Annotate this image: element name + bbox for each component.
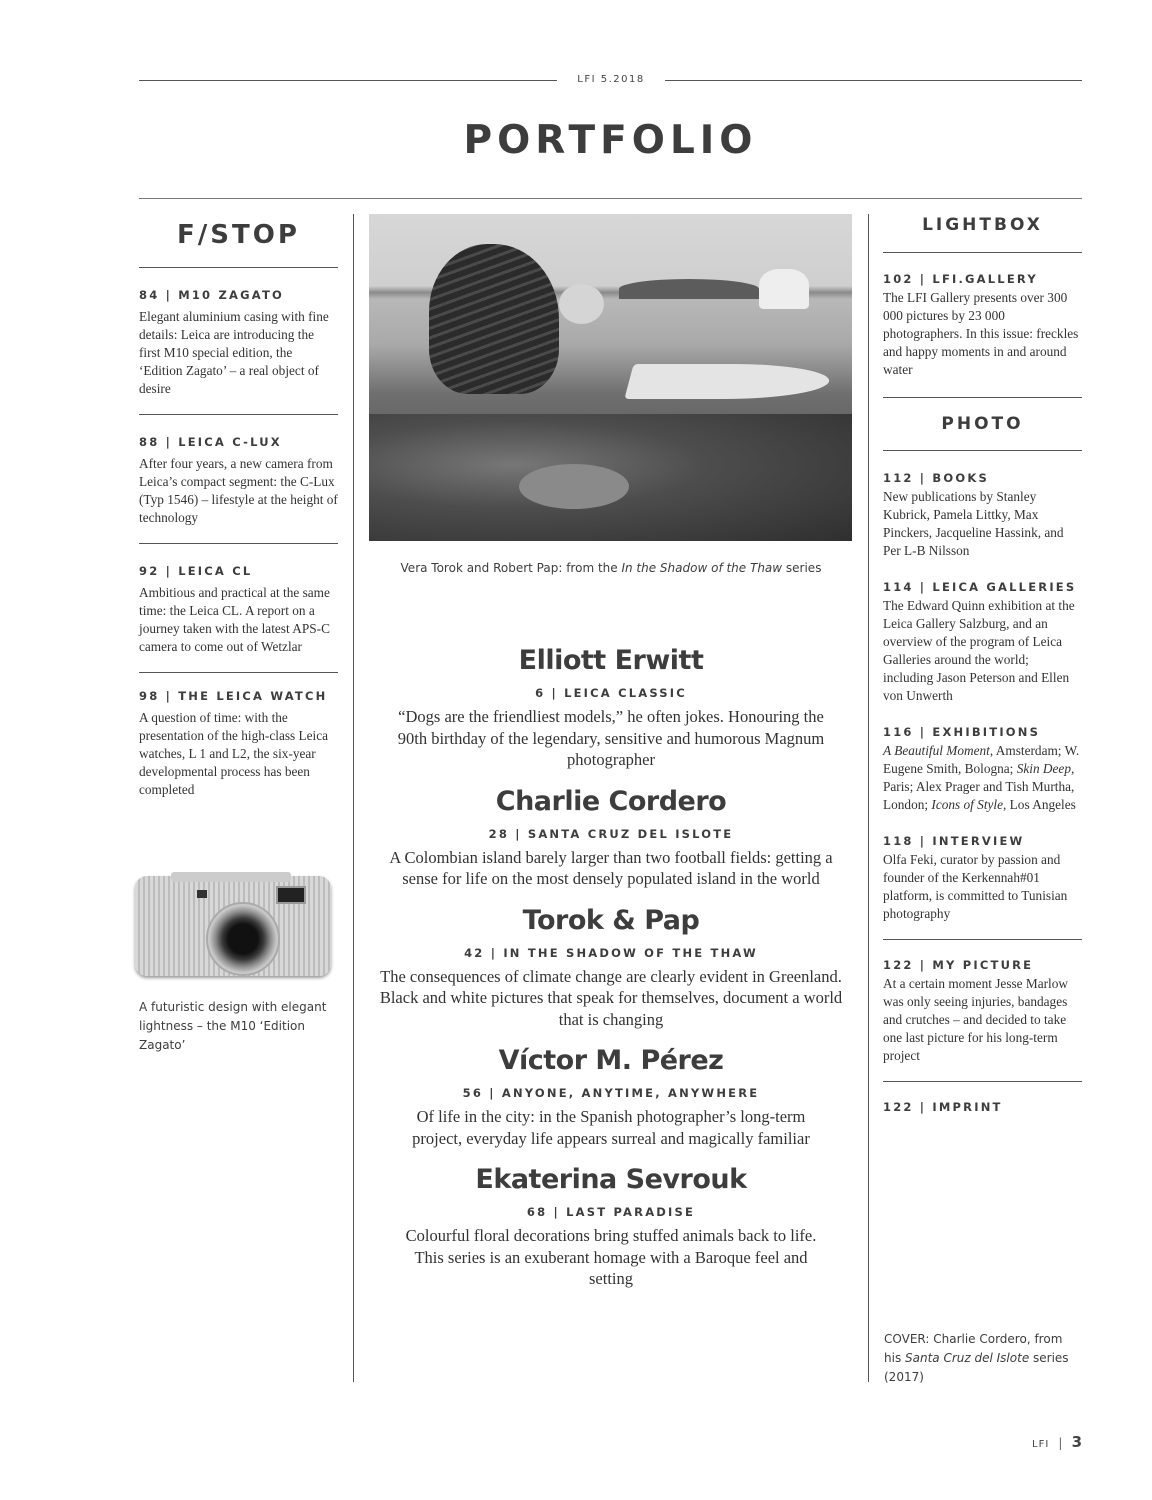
story-photographer: Torok & Pap bbox=[522, 904, 700, 936]
header-rule bbox=[139, 198, 1082, 199]
issue-label: LFI 5.2018 bbox=[577, 74, 645, 85]
toc-kicker: 102 | LFI.GALLERY bbox=[883, 272, 1038, 286]
divider bbox=[139, 414, 338, 415]
toc-item[interactable] bbox=[139, 564, 338, 656]
top-rule-right bbox=[665, 80, 1082, 81]
toc-kicker: 88 | LEICA C-LUX bbox=[139, 435, 282, 449]
portfolio-stories bbox=[369, 644, 853, 1304]
caption-text: series bbox=[782, 561, 822, 575]
story-item[interactable] bbox=[369, 1044, 853, 1149]
toc-text: The Edward Quinn exhibition at the Leica Gallery Salzburg, and an overview of the program of Leica Galleries around the world; including Jason Peterson and Ellen von Unwerth bbox=[883, 598, 1075, 703]
fstop-column bbox=[139, 218, 338, 799]
story-item[interactable] bbox=[369, 785, 853, 890]
cover-credit-text: COVER: Charlie Cordero, from his bbox=[884, 1332, 1063, 1365]
story-item[interactable] bbox=[369, 904, 853, 1031]
camera-caption: A futuristic design with elegant lightness – the M10 ‘Edition Zagato’ bbox=[139, 1000, 327, 1052]
story-text: “Dogs are the friendliest models,” he often jokes. Honouring the 90th birthday of the legendary, sensitive and humorous Magnum photographer bbox=[397, 707, 825, 769]
toc-kicker: 122 | IMPRINT bbox=[883, 1100, 1003, 1114]
caption-series-title: In the Shadow of the Thaw bbox=[621, 561, 783, 575]
story-text: Colourful floral decorations bring stuffed animals back to life. This series is an exuberant homage with a Baroque feel and setting bbox=[405, 1226, 817, 1288]
cover-credit-text: series (2017) bbox=[884, 1351, 1069, 1384]
divider bbox=[883, 397, 1082, 398]
toc-item[interactable] bbox=[139, 288, 338, 398]
page-footer: LFI | 3 bbox=[1032, 1433, 1082, 1451]
toc-kicker: 98 | THE LEICA WATCH bbox=[139, 689, 328, 703]
leica-m10-zagato-camera-image bbox=[131, 872, 336, 982]
story-photographer: Víctor M. Pérez bbox=[498, 1045, 724, 1076]
story-text: A Colombian island barely larger than two football fields: getting a sense for life on the most densely populated island in the world bbox=[389, 847, 833, 888]
story-kicker: 6 | LEICA CLASSIC bbox=[535, 686, 687, 700]
photo-caption bbox=[369, 559, 853, 578]
toc-text: A question of time: with the presentation of the high-class Leica watches, L 1 and L2, the six-year developmental process has been completed bbox=[139, 710, 329, 797]
toc-kicker: 116 | EXHIBITIONS bbox=[883, 725, 1041, 739]
divider bbox=[139, 543, 338, 544]
toc-item[interactable] bbox=[883, 834, 1082, 923]
featured-photo[interactable] bbox=[369, 214, 852, 541]
column-divider-right bbox=[868, 214, 869, 1382]
exhibition-title: Icons of Style bbox=[931, 797, 1004, 812]
toc-kicker: 118 | INTERVIEW bbox=[883, 834, 1025, 848]
toc-kicker: 84 | M10 ZAGATO bbox=[139, 288, 284, 302]
page-number: 3 bbox=[1071, 1433, 1082, 1451]
toc-item[interactable] bbox=[883, 725, 1082, 814]
divider bbox=[883, 450, 1082, 451]
story-photographer: Elliott Erwitt bbox=[518, 645, 704, 676]
cover-credit bbox=[884, 1330, 1074, 1387]
story-photographer: Charlie Cordero bbox=[495, 785, 727, 817]
story-kicker: 56 | ANYONE, ANYTIME, ANYWHERE bbox=[462, 1086, 760, 1100]
story-text: The consequences of climate change are clearly evident in Greenland. Black and white pictures that speak for themselves, document a world that is changing bbox=[379, 966, 843, 1029]
toc-kicker: 122 | MY PICTURE bbox=[883, 958, 1034, 972]
divider bbox=[883, 252, 1082, 253]
toc-text: Olfa Feki, curator by passion and founder of the Kerkennah#01 platform, is committed to Tunisian photography bbox=[883, 852, 1068, 921]
exhibition-text: , Amsterdam; W. Eugene Smith, Bologna; bbox=[883, 743, 1080, 776]
toc-text: At a certain moment Jesse Marlow was only seeing injuries, bandages and crutches – and decided to take one last picture for his long-term project bbox=[883, 976, 1068, 1063]
toc-text: Elegant aluminium casing with fine details: Leica are introducing the first M10 special edition, the ‘Edition Zagato’ – a real object of desire bbox=[139, 309, 329, 396]
exhibition-title: A Beautiful Moment bbox=[883, 743, 990, 758]
fstop-title: F/STOP bbox=[177, 220, 300, 250]
toc-item[interactable] bbox=[883, 958, 1082, 1065]
story-photographer: Ekaterina Sevrouk bbox=[475, 1164, 747, 1195]
toc-kicker: 112 | BOOKS bbox=[883, 471, 989, 485]
page-title: PORTFOLIO bbox=[463, 118, 758, 163]
toc-item[interactable] bbox=[883, 471, 1082, 560]
story-text: Of life in the city: in the Spanish photographer’s long-term project, everyday life appears surreal and magically familiar bbox=[412, 1107, 810, 1148]
exhibition-text: , Paris; Alex Prager and Tish Murtha, London; bbox=[883, 761, 1075, 812]
cover-series-title: Santa Cruz del Islote bbox=[905, 1351, 1030, 1365]
toc-text: After four years, a new camera from Leica’s compact segment: the C-Lux (Typ 1546) – lifestyle at the height of technology bbox=[139, 456, 338, 525]
toc-text: New publications by Stanley Kubrick, Pamela Littky, Max Pinckers, Jacqueline Hassink, and Per L-B Nilsson bbox=[883, 489, 1064, 558]
divider bbox=[139, 672, 338, 673]
toc-item[interactable] bbox=[883, 580, 1082, 705]
story-kicker: 68 | LAST PARADISE bbox=[526, 1205, 696, 1219]
story-kicker: 42 | IN THE SHADOW OF THE THAW bbox=[464, 945, 758, 960]
footer-label: LFI bbox=[1032, 1439, 1050, 1450]
toc-text: Ambitious and practical at the same time: the Leica CL. A report on a journey taken with the latest APS-C camera to come out of Wetzlar bbox=[139, 585, 330, 654]
story-kicker: 28 | SANTA CRUZ DEL ISLOTE bbox=[488, 826, 734, 841]
exhibition-title: Skin Deep bbox=[1016, 761, 1071, 776]
toc-item[interactable] bbox=[883, 1100, 1082, 1114]
toc-text bbox=[883, 742, 1082, 814]
story-item[interactable] bbox=[369, 1163, 853, 1290]
toc-kicker: 92 | LEICA CL bbox=[139, 564, 253, 578]
column-divider-left bbox=[353, 214, 354, 1382]
toc-text: The LFI Gallery presents over 300 000 pictures by 23 000 photographers. In this issue: freckles and happy moments in and around water bbox=[883, 290, 1079, 377]
divider bbox=[883, 1081, 1082, 1082]
toc-item[interactable] bbox=[139, 689, 338, 799]
top-rule-left bbox=[139, 80, 557, 81]
toc-item[interactable] bbox=[139, 435, 338, 527]
divider bbox=[139, 267, 338, 268]
exhibition-text: , Los Angeles bbox=[1003, 797, 1076, 812]
toc-item[interactable] bbox=[883, 272, 1082, 379]
caption-text: Vera Torok and Robert Pap: from the bbox=[400, 561, 622, 575]
toc-kicker: 114 | LEICA GALLERIES bbox=[883, 580, 1077, 594]
divider bbox=[883, 939, 1082, 940]
photo-section-title: PHOTO bbox=[941, 414, 1024, 434]
lightbox-column bbox=[883, 213, 1082, 1114]
lightbox-title: LIGHTBOX bbox=[922, 215, 1043, 235]
story-item[interactable] bbox=[369, 644, 853, 771]
